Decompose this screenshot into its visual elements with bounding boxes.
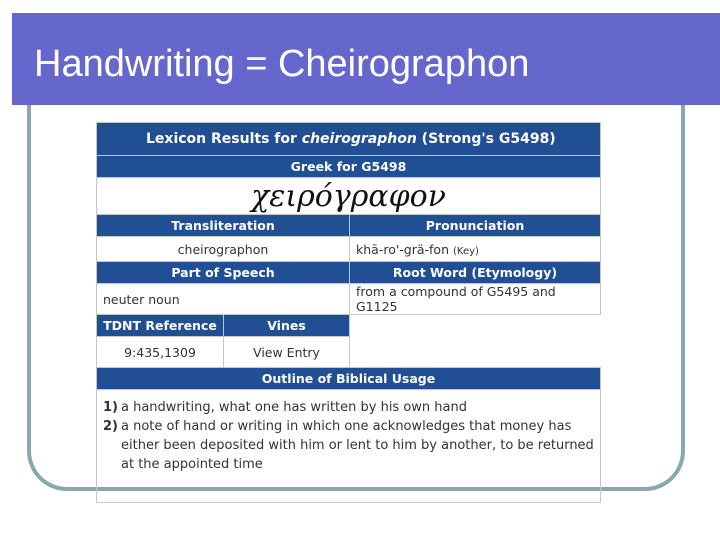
title-banner bbox=[12, 13, 720, 105]
pronunciation-key-link[interactable]: (Key) bbox=[453, 245, 479, 257]
vines-label: Vines bbox=[224, 315, 350, 337]
transliteration-header-row bbox=[97, 215, 601, 237]
tdnt-header-blank bbox=[350, 315, 601, 337]
usage-item-1-text: a handwriting, what one has written by his own hand bbox=[121, 400, 467, 415]
root-word-link-g5495[interactable]: G5495 bbox=[486, 284, 529, 299]
root-word-cell bbox=[350, 284, 601, 315]
transliteration-value-row bbox=[97, 237, 601, 262]
pos-value-row bbox=[97, 284, 601, 315]
tdnt-value: 9:435,1309 bbox=[97, 337, 224, 368]
tdnt-value-blank bbox=[350, 337, 601, 368]
tdnt-label: TDNT Reference bbox=[97, 315, 224, 337]
part-of-speech-label: Part of Speech bbox=[97, 262, 350, 284]
greek-header-row bbox=[97, 156, 601, 178]
pronunciation-value: khā-ro'-grä-fon bbox=[356, 241, 450, 257]
pos-header-row bbox=[97, 262, 601, 284]
greek-word: χειρόγραφον bbox=[97, 178, 601, 215]
outline-label: Outline of Biblical Usage bbox=[97, 368, 601, 390]
tdnt-value-row bbox=[97, 337, 601, 368]
usage-item-1 bbox=[103, 398, 594, 417]
outline-header-row bbox=[97, 368, 601, 390]
pronunciation-label: Pronunciation bbox=[350, 215, 601, 237]
transliteration-label: Transliteration bbox=[97, 215, 350, 237]
part-of-speech-value: neuter noun bbox=[97, 284, 350, 315]
usage-row bbox=[97, 390, 601, 503]
lexicon-header-row bbox=[97, 123, 601, 156]
usage-item-2-text: a note of hand or writing in which one acknowledges that money has either been deposited with him or lent to him by another, to be returned at the appointed time bbox=[121, 419, 594, 472]
lexicon-header-suffix: (Strong's G5498) bbox=[416, 131, 556, 147]
greek-word-row bbox=[97, 178, 601, 215]
usage-item-1-number: 1) bbox=[103, 400, 118, 415]
root-word-label: Root Word (Etymology) bbox=[350, 262, 601, 284]
transliteration-value: cheirographon bbox=[97, 237, 350, 262]
lexicon-header bbox=[97, 123, 601, 156]
lexicon-header-word: cheirographon bbox=[301, 131, 417, 147]
lexicon-table bbox=[96, 122, 601, 503]
tdnt-header-row bbox=[97, 315, 601, 337]
usage-list bbox=[97, 390, 601, 503]
usage-item-2 bbox=[103, 417, 594, 474]
usage-item-2-number: 2) bbox=[103, 419, 118, 434]
vines-link[interactable]: View Entry bbox=[224, 337, 350, 368]
pronunciation-cell bbox=[350, 237, 601, 262]
root-word-and: and bbox=[528, 284, 556, 299]
slide-title: Handwriting = Cheirographon bbox=[34, 43, 530, 85]
root-word-link-g1125[interactable]: G1125 bbox=[356, 299, 398, 314]
lexicon-header-prefix: Lexicon Results for bbox=[146, 131, 302, 147]
root-word-prefix: from a compound of bbox=[356, 284, 487, 299]
greek-header: Greek for G5498 bbox=[97, 156, 601, 178]
